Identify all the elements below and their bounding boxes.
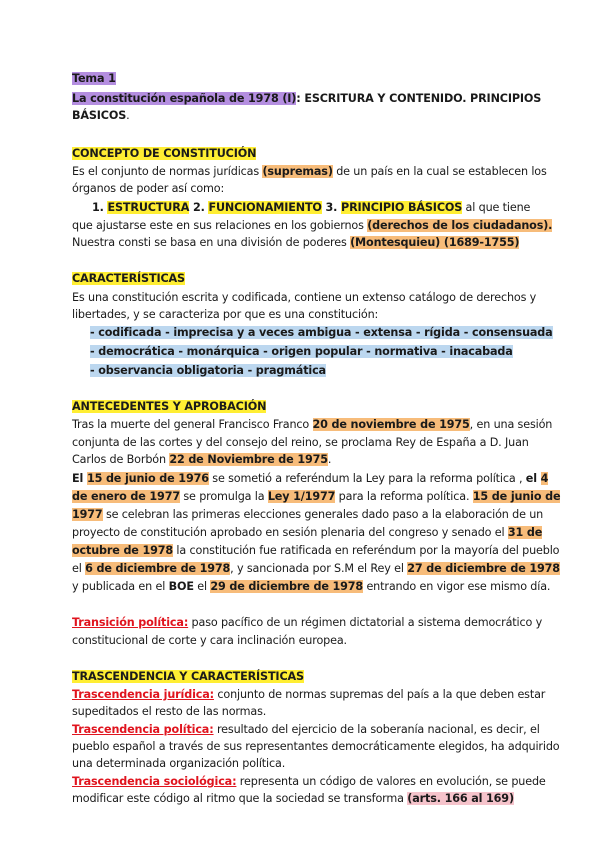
highlight-term: PRINCIPIO BÁSICOS: [341, 201, 463, 214]
concepto-line-3: 1. ESTRUCTURA 2. FUNCIONAMIENTO 3. PRINCIPIO BÁSICOS al que tiene: [92, 201, 531, 214]
date-highlight: 15 de junio de: [472, 490, 561, 503]
title-highlight: La constitución española de 1978 (I): [72, 92, 297, 105]
trascendencia-line-3: Trascendencia política: resultado del ejercicio de la soberanía nacional, es decir, el: [72, 723, 540, 736]
section-heading: CONCEPTO DE CONSTITUCIÓN: [72, 147, 257, 160]
characteristic-tag: - democrática - monárquica - origen popular - normativa - inacabada: [90, 345, 513, 358]
concepto-line-4: que ajustarse este en sus relaciones en los gobiernos (derechos de los ciudadanos).: [72, 219, 553, 232]
date-highlight: 6 de diciembre de 1978: [85, 562, 231, 575]
section-heading: CARACTERÍSTICAS: [72, 272, 185, 285]
heading-concepto: [72, 145, 528, 162]
antecedentes-line-10: y publicada en el BOE el 29 de diciembre de 1978 entrando en vigor ese mismo día.: [72, 580, 551, 593]
characteristic-tag: - observancia obligatoria - pragmática: [90, 364, 326, 377]
term-label: Trascendencia política:: [72, 723, 214, 736]
highlight-term: (Montesquieu) (1689-1755): [350, 236, 520, 249]
term-label: Transición política:: [72, 616, 189, 629]
antecedentes-line-6: 1977 se celebran las primeras elecciones generales dado paso a la elaboración de un: [72, 508, 544, 521]
date-highlight: 27 de diciembre de 1978: [407, 562, 560, 575]
characteristic-tag: - codificada - imprecisa y a veces ambigua - extensa - rígida - consensuada: [90, 326, 553, 339]
antecedentes-line-7: proyecto de constitución aprobado en sesión plenaria del congreso y senado el 31 de: [72, 526, 543, 539]
caracteristicas-list-row-1: [90, 324, 553, 341]
term-label: Trascendencia sociológica:: [72, 775, 237, 788]
title-line-2: [72, 107, 528, 124]
transicion-line-1: Transición política: paso pacífico de un régimen dictatorial a sistema democrático y: [72, 616, 543, 629]
antecedentes-line-4: El 15 de junio de 1976 se sometió a referéndum la Ley para la reforma política , el 4: [72, 472, 549, 485]
date-highlight: 31 de: [507, 526, 543, 539]
trascendencia-line-2: supeditados el resto de las normas.: [72, 705, 267, 718]
heading-caracteristicas: [72, 270, 528, 287]
concepto-line-1: Es el conjunto de normas jurídicas (supremas) de un país en la cual se establecen los: [72, 165, 547, 178]
caracteristicas-list-row-2: [90, 343, 528, 360]
term-label: Trascendencia jurídica:: [72, 688, 214, 701]
trascendencia-line-4: pueblo español a través de sus representantes democráticamente elegidos, ha adquirido: [72, 740, 560, 753]
highlight-term: (supremas): [262, 165, 333, 178]
title-line: [72, 90, 542, 107]
date-highlight: de enero de 1977: [72, 490, 180, 503]
title-period: .: [126, 109, 130, 122]
articles-highlight: (arts. 166 al 169): [407, 792, 514, 805]
trascendencia-line-7: modificar este código al ritmo que la sociedad se transforma (arts. 166 al 169): [72, 792, 514, 805]
heading-trascendencia: [72, 668, 528, 685]
antecedentes-line-9: el 6 de diciembre de 1978, y sancionada por S.M el Rey el 27 de diciembre de 1978: [72, 562, 560, 575]
transicion-line-2: constitucional de corte y cara inclinación europea.: [72, 634, 347, 647]
trascendencia-line-1: Trascendencia jurídica: conjunto de normas supremas del país a la que deben estar: [72, 688, 546, 701]
section-heading: TRASCENDENCIA Y CARACTERÍSTICAS: [72, 670, 304, 683]
highlight-term: ESTRUCTURA: [107, 201, 190, 214]
date-highlight: 15 de junio de 1976: [86, 472, 209, 485]
section-heading: ANTECEDENTES Y APROBACIÓN: [72, 400, 267, 413]
date-highlight: 22 de Noviembre de 1975: [169, 453, 328, 466]
topic-line: [72, 70, 528, 87]
trascendencia-line-6: Trascendencia sociológica: representa un código de valores en evolución, se puede: [72, 775, 546, 788]
antecedentes-line-3: Carlos de Borbón 22 de Noviembre de 1975.: [72, 453, 332, 466]
title-rest: : ESCRITURA Y CONTENIDO. PRINCIPIOS: [296, 92, 542, 105]
law-highlight: Ley 1/1977: [267, 490, 336, 503]
antecedentes-line-2: conjunta de las cortes y del consejo del reino, se proclama Rey de España a D. Juan: [72, 436, 529, 449]
date-highlight: 1977: [72, 508, 103, 521]
caracteristicas-line-1: Es una constitución escrita y codificada, contiene un extenso catálogo de derechos y: [72, 291, 537, 304]
trascendencia-line-5: una determinada organización política.: [72, 757, 286, 770]
antecedentes-line-1: Tras la muerte del general Francisco Franco 20 de noviembre de 1975, en una sesión: [72, 418, 553, 431]
caracteristicas-line-2: libertades, y se caracteriza por que es una constitución:: [72, 308, 379, 321]
date-highlight: octubre de 1978: [72, 544, 174, 557]
antecedentes-line-8: octubre de 1978 la constitución fue ratificada en referéndum por la mayoría del pueblo: [72, 544, 560, 557]
topic-label: Tema 1: [72, 72, 116, 85]
date-highlight: 20 de noviembre de 1975: [312, 418, 470, 431]
date-highlight: 29 de diciembre de 1978: [210, 580, 364, 593]
heading-antecedentes: [72, 398, 528, 415]
caracteristicas-list-row-3: [90, 362, 528, 379]
concepto-line-2: órganos de poder así como:: [72, 182, 225, 195]
concepto-line-5: Nuestra consti se basa en una división de poderes (Montesquieu) (1689-1755): [72, 236, 520, 249]
date-highlight: 4: [540, 472, 549, 485]
highlight-term: (derechos de los ciudadanos).: [367, 219, 553, 232]
antecedentes-line-5: de enero de 1977 se promulga la Ley 1/1977 para la reforma política. 15 de junio de: [72, 490, 561, 503]
title-continued: BÁSICOS: [72, 109, 127, 122]
highlight-term: FUNCIONAMIENTO: [208, 201, 322, 214]
